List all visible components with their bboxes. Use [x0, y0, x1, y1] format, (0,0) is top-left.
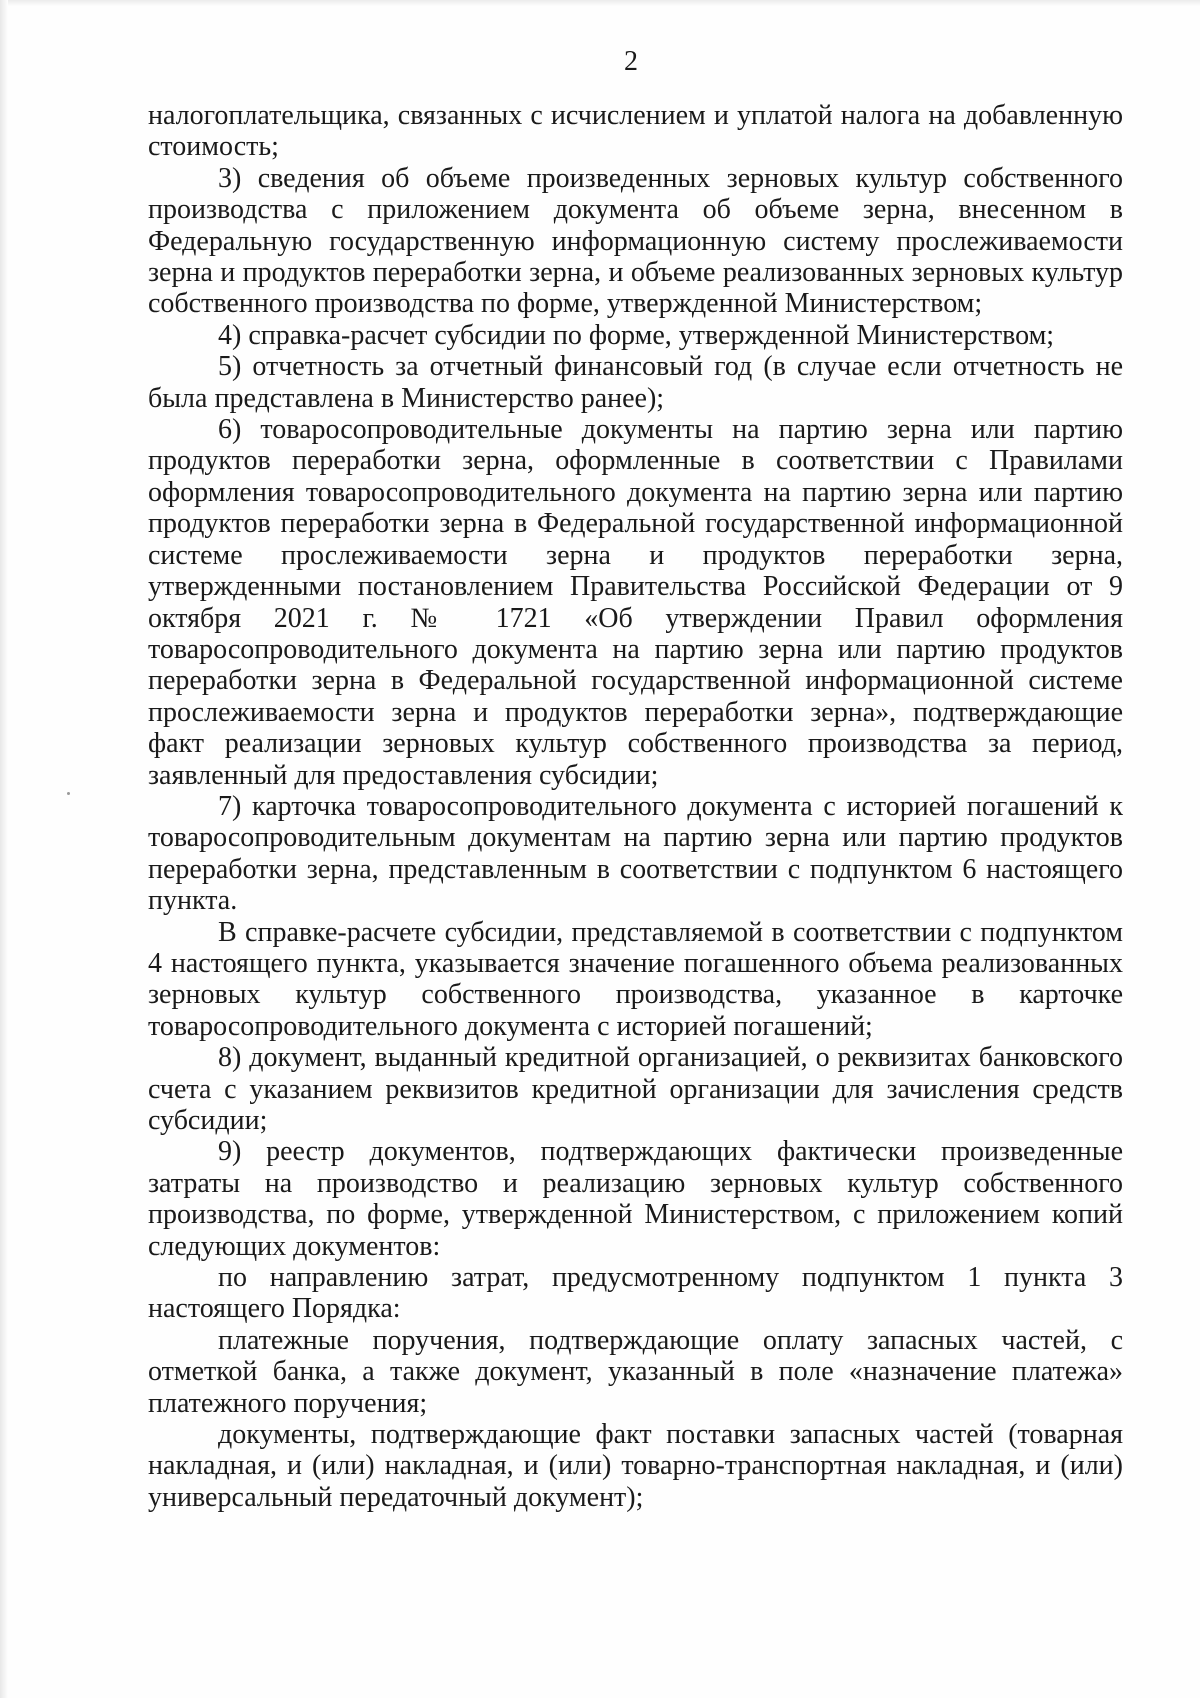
paragraph-payment-orders: платежные поручения, подтверждающие оплату запасных частей, с отметкой банка, а также документ, указанный в поле «назначение платежа» платежного поручения;: [148, 1324, 1123, 1419]
paragraph-item-5: 5) отчетность за отчетный финансовый год (в случае если отчетность не была представлена в Министерство ранее);: [148, 351, 1123, 414]
paragraph-note: В справке-расчете субсидии, представляемой в соответствии с подпунктом 4 настоящего пункта, указывается значение погашенного объема реализованных зерновых культур собственного производства, указанное в карточке товаросопроводительного документа с историей погашений;: [148, 916, 1123, 1042]
scan-border-top: [0, 0, 1200, 6]
page-number: 2: [624, 46, 638, 77]
paragraph-continuation: налогоплательщика, связанных с исчислением и уплатой налога на добавленную стоимость;: [148, 100, 1123, 163]
paragraph-item-9: 9) реестр документов, подтверждающих фактически произведенные затраты на производство и реализацию зерновых культур собственного производства, по форме, утвержденной Министерством, с приложением копий следующих документов:: [148, 1136, 1123, 1262]
paragraph-item-6: 6) товаросопроводительные документы на партию зерна или партию продуктов переработки зерна, оформленные в соответствии с Правилами оформления товаросопроводительного документа на партию зерна или партию продуктов переработки зерна в Федеральной государственной информационной системе прослеживаемости зерна и продуктов переработки зерна, утвержденными постановлением Правительства Российской Федерации от 9 октября 2021 г. № 1721 «Об утверждении Правил оформления товаросопроводительного документа на партию зерна или партию продуктов переработки зерна в Федеральной государственной информационной системе прослеживаемости зерна и продуктов переработки зерна», подтверждающие факт реализации зерновых культур собственного производства за период, заявленный для предоставления субсидии;: [148, 414, 1123, 791]
paragraph-item-7: 7) карточка товаросопроводительного документа с историей погашений к товаросопроводительным документам на партию зерна или партию продуктов переработки зерна, представленным в соответствии с подпунктом 6 настоящего пункта.: [148, 790, 1123, 917]
document-body: [148, 100, 1123, 1513]
scan-speck: [67, 792, 70, 795]
paragraph-cost-direction: по направлению затрат, предусмотренному подпунктом 1 пункта 3 настоящего Порядка:: [148, 1262, 1123, 1325]
paragraph-item-3: 3) сведения об объеме произведенных зерновых культур собственного производства с приложением документа об объеме зерна, внесенном в Федеральную государственную информационную систему прослеживаемости зерна и продуктов переработки зерна, и объеме реализованных зерновых культур собственного производства по форме, утвержденной Министерством;: [148, 162, 1123, 320]
paragraph-item-8: 8) документ, выданный кредитной организацией, о реквизитах банковского счета с указанием реквизитов кредитной организации для зачисления средств субсидии;: [148, 1042, 1123, 1136]
paragraph-item-4: 4) справка-расчет субсидии по форме, утвержденной Министерством;: [218, 319, 1055, 351]
paragraph-delivery-documents: документы, подтверждающие факт поставки запасных частей (товарная накладная, и (или) накладная, и (или) товарно-транспортная накладная, и (или) универсальный передаточный документ);: [148, 1419, 1123, 1513]
scan-border-left: [0, 0, 8, 1698]
